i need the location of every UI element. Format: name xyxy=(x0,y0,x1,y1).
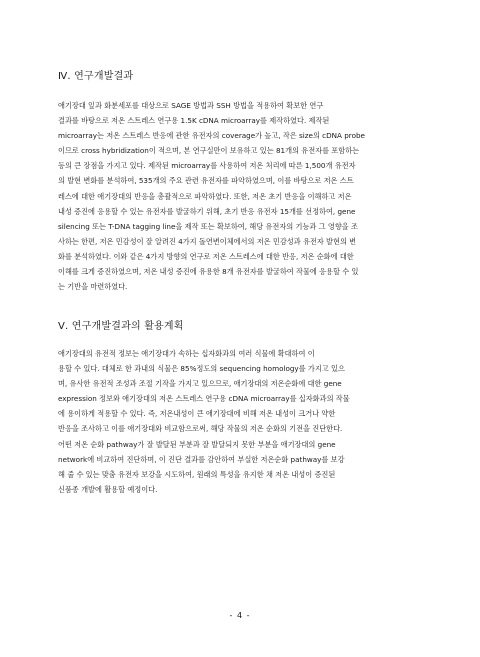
paragraph-line: 이므로 cross hybridization이 적으며, 본 연구실만이 보유하고 있는 81개의 유전자를 포함하는 xyxy=(58,146,360,156)
paragraph-line: 애기장대 잎과 화분세포를 대상으로 SAGE 방법과 SSH 방법을 적용하여 확보한 연구 xyxy=(58,101,324,110)
paragraph-line: 해 줄 수 있는 맞춤 유전자 보강을 시도하여, 원래의 특성을 유지한 채 저온 내성이 증진된 xyxy=(58,469,336,479)
page-number: - 4 - xyxy=(229,611,251,620)
paragraph-line: network에 비교하여 진단하며, 이 진단 결과를 감안하여 부실한 저온순화 pathway를 보강 xyxy=(58,454,345,464)
paragraph-line: 애기장대의 유전적 정보는 애기장대가 속하는 십자화과의 여러 식물에 확대하여 이 xyxy=(58,349,315,358)
paragraph-line: 레스에 대한 애기장대의 반응을 총괄적으로 파악하였다. 또한, 저온 초기 반응을 이해하고 저온 xyxy=(58,191,352,201)
paragraph-line: 등의 큰 장점을 가지고 있다. 제작된 microarray를 사용하여 저온 처리에 따른 1,500개 유전자 xyxy=(58,161,356,171)
paragraph-line: 는 기반을 마련하였다. xyxy=(58,282,128,292)
section-5-heading: Ⅴ. 연구개발결과의 활용계획 xyxy=(58,321,184,332)
paragraph-line: 용할 수 있다. 대체로 한 과내의 식물은 85%정도의 sequencing homology를 가지고 있으 xyxy=(58,364,345,374)
section-4-heading: Ⅳ. 연구개발결과 xyxy=(58,71,134,82)
paragraph-line: 의 발현 변화를 분석하여, 535개의 주요 관련 유전자를 파악하였으며, 이를 바탕으로 저온 스트 xyxy=(58,176,354,186)
section-5-paragraph xyxy=(58,346,424,497)
paragraph-line: 화를 분석하였다. 이와 같은 4가지 방향의 연구로 저온 스트레스에 대한 반응, 저온 순화에 대한 xyxy=(58,251,354,261)
paragraph-line: 사하는 한편, 저온 민감성이 잘 알려진 4가지 돌연변이체에서의 저온 민감성과 유전자 발현의 변 xyxy=(58,236,357,246)
paragraph-line: silencing 또는 T-DNA tagging line을 제작 또는 확보하여, 해당 유전자의 기능과 그 영향을 조 xyxy=(58,221,358,231)
paragraph-line: expression 정보와 애기장대의 저온 스트레스 연구용 cDNA microarray를 십자화과의 작물 xyxy=(58,394,350,404)
paragraph-line: 이해를 크게 증진하였으며, 저온 내성 증진에 유용한 8개 유전자를 발굴하여 작물에 응용할 수 있 xyxy=(58,267,359,277)
section-4-paragraph xyxy=(58,98,424,294)
paragraph-line: 며, 유사한 유전적 조성과 조절 기작을 가지고 있으므로, 애기장대의 저온순화에 대한 gene xyxy=(58,379,342,389)
paragraph-line: microarray는 저온 스트레스 반응에 관한 유전자의 coverage가 높고, 작은 size의 cDNA probe xyxy=(58,131,365,141)
paragraph-line: 내성 증진에 응용할 수 있는 유전자를 발굴하기 위해, 초기 반응 유전자 15개를 선정하여, gene xyxy=(58,206,356,216)
paragraph-line: 신품종 개발에 활용할 예정이다. xyxy=(58,484,158,494)
paragraph-line: 결과를 바탕으로 저온 스트레스 연구용 1.5K cDNA microarray를 제작하였다. 제작된 xyxy=(58,116,330,126)
paragraph-line: 반응을 조사하고 이를 애기장대와 비교함으로써, 해당 작물의 저온 순화의 기전을 진단한다. xyxy=(58,424,343,434)
paragraph-line: 어떤 저온 순화 pathway가 잘 발달된 부분과 잘 발달되지 못한 부분을 애기장대의 gene xyxy=(58,439,336,449)
paragraph-line: 에 용이하게 적용할 수 있다. 즉, 저온내성이 큰 애기장대에 비해 저온 내성이 크거나 약한 xyxy=(58,409,336,419)
